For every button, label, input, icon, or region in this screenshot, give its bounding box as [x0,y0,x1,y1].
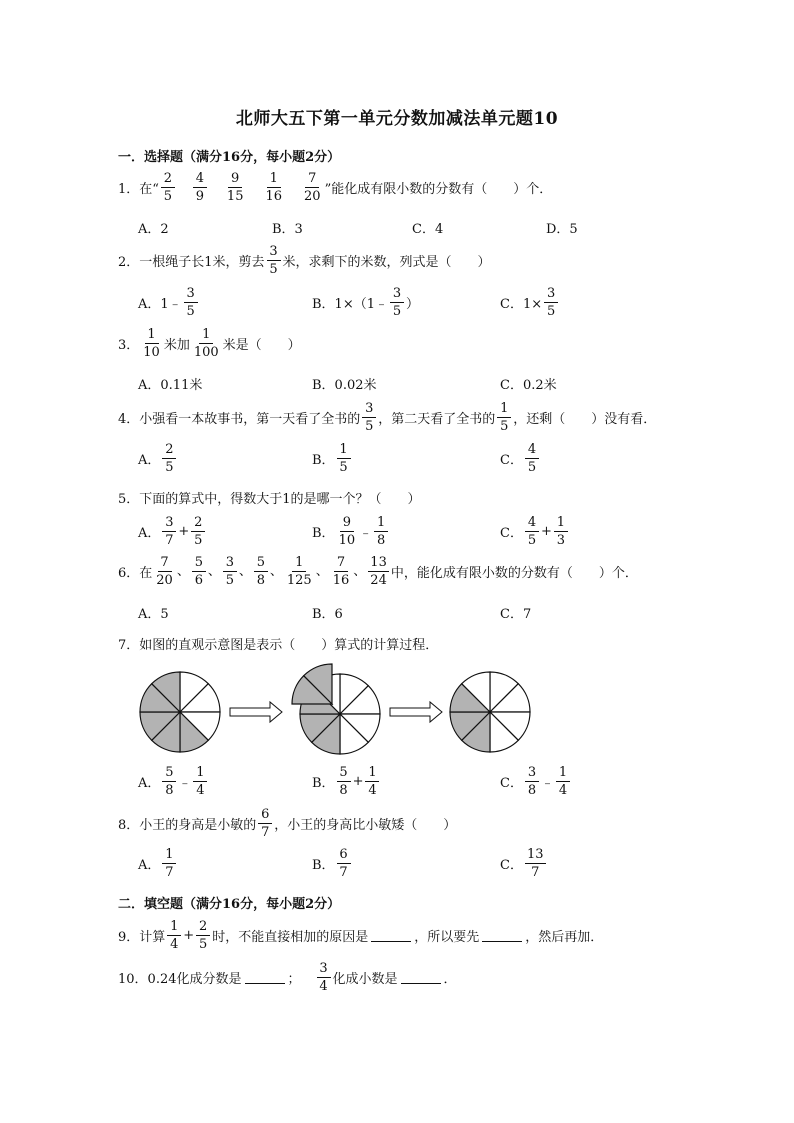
section-fill-heading: 二．填空题（满分16分，每小题2分） [118,897,341,912]
q10-blank-1[interactable] [245,971,285,984]
arrow-icon [230,702,282,722]
question-7: 7．如图的直观示意图是表示（ ）算式的计算过程． [118,638,439,653]
q8-option-c[interactable]: C． $\frac{13}{7}$ [500,847,544,880]
question-10: 10．0.24化成分数是 ； $\frac{3}{4}$ 化成小数是 ． [118,961,457,994]
q2-option-a[interactable]: A．1﹣ $\frac{3}{5}$ [138,287,200,318]
q3-option-a[interactable]: A．0.11米 [138,378,203,393]
q6-option-a[interactable]: A．5 [138,607,169,622]
fraction: $\frac{13}{24}$ [370,555,387,588]
fraction-circle-diagram [130,662,540,766]
q4-option-b[interactable]: B． $\frac{1}{5}$ [312,443,353,474]
q1-option-d[interactable]: D．5 [546,222,578,237]
q1-option-a[interactable]: A．2 [138,222,169,237]
q4-option-c[interactable]: C． $\frac{4}{5}$ [500,443,541,474]
q3-fraction-1: $\frac{1}{10}$ [143,327,160,360]
q1-fraction-list [159,172,325,203]
q2-option-c[interactable]: C．1× $\frac{3}{5}$ [500,287,560,318]
question-3: 3． $\frac{1}{10}$ 米加 $\frac{1}{100}$ 米是（ ） [118,327,301,360]
fraction: $\frac{7}{16}$ [332,555,350,588]
question-4: 4．小强看一本故事书，第一天看了全书的 $\frac{3}{5}$ ，第二天看了全书的 $\frac{1}{5}$ ，还剩（ ）没有看． [118,401,657,434]
q6-option-c[interactable]: C．7 [500,607,532,622]
q3-fraction-2: $\frac{1}{100}$ [193,327,219,360]
q5-option-b[interactable]: B． $\frac{9}{10}$ ﹣ $\frac{1}{8}$ [312,516,390,547]
fraction: $\frac{7}{20}$ [304,171,321,204]
q3-option-c[interactable]: C．0.2米 [500,378,557,393]
q9-blank-2[interactable] [482,929,522,942]
q1-prefix: 1．在“ [118,182,159,197]
q1-option-c[interactable]: C．4 [412,222,444,237]
fraction: $\frac{1}{125}$ [286,555,312,588]
fraction: $\frac{7}{20}$ [156,555,173,588]
q5-option-c[interactable]: C． $\frac{4}{5}$ + $\frac{1}{3}$ [500,516,570,547]
fraction: $\frac{4}{9}$ [193,172,207,203]
arrow-icon [390,702,442,722]
question-6: 6．在 $\frac{7}{20}$ 、 $\frac{5}{6}$ 、 $\frac{3}{5}$ 、 $\frac{5}{8}$ 、 $\frac{1}{125}$ 、 $\frac{7}{16}$ 、 $\frac{13}{24}$ 中，能化成有限小数的分数有（ ）个． [118,555,638,588]
q2-text-end: 米，求剩下的米数，列式是（ ） [282,255,491,270]
question-1 [118,172,552,203]
fraction: $\frac{5}{8}$ [254,556,268,587]
page-title: 北师大五下第一单元分数加减法单元题10 [235,109,559,129]
q9-blank-1[interactable] [371,929,411,942]
q4-fraction-2: $\frac{1}{5}$ [497,402,511,433]
q1-text: ”能化成有限小数的分数有（ ）个． [324,182,553,197]
q8-option-a[interactable]: A． $\frac{1}{7}$ [138,848,178,879]
q6-option-b[interactable]: B．6 [312,607,343,622]
q8-fraction: $\frac{6}{7}$ [258,808,272,839]
fraction: $\frac{2}{5}$ [161,172,175,203]
fraction: $\frac{3}{5}$ [223,556,237,587]
question-5: 5．下面的算式中，得数大于1的是哪一个？（ ） [118,492,421,507]
q2-text-start: 2．一根绳子长1米，剪去 [118,255,265,270]
fraction: $\frac{1}{16}$ [265,171,283,204]
section-choice-heading: 一．选择题（满分16分，每小题2分） [118,150,341,165]
q10-blank-2[interactable] [401,971,441,984]
fraction: $\frac{5}{6}$ [192,556,206,587]
q1-option-b[interactable]: B．3 [272,222,303,237]
q8-option-b[interactable]: B． $\frac{6}{7}$ [312,848,353,879]
question-8: 8．小王的身高是小敏的 $\frac{6}{7}$ ，小王的身高比小敏矮（ ） [118,807,457,840]
fraction: $\frac{9}{15}$ [226,171,244,204]
q3-option-b[interactable]: B．0.02米 [312,378,377,393]
question-9: 9．计算 $\frac{1}{4}$ + $\frac{2}{5}$ 时，不能直接相加的原因是 ，所以要先 ，然后再加． [118,919,604,952]
q2-fraction: $\frac{3}{5}$ [267,245,281,276]
q7-option-a[interactable]: A． $\frac{5}{8}$ ﹣ $\frac{1}{4}$ [138,766,209,797]
q4-option-a[interactable]: A． $\frac{2}{5}$ [138,443,178,474]
q4-fraction-1: $\frac{3}{5}$ [362,402,376,433]
q5-option-a[interactable]: A． $\frac{3}{7}$ + $\frac{2}{5}$ [138,516,207,547]
q2-option-b[interactable]: B．1×（1﹣ $\frac{3}{5}$ ） [312,286,420,319]
q6-fraction-list: $\frac{7}{20}$ 、 $\frac{5}{6}$ 、 $\frac{3}{5}$ 、 $\frac{5}{8}$ 、 $\frac{1}{125}$ 、 $\frac{7}{16}$ 、 $\frac{13}{24}$ [156,555,387,588]
question-2 [118,245,491,276]
q7-option-b[interactable]: B． $\frac{5}{8}$ + $\frac{1}{4}$ [312,766,381,797]
q7-option-c[interactable]: C． $\frac{3}{8}$ ﹣ $\frac{1}{4}$ [500,766,572,797]
